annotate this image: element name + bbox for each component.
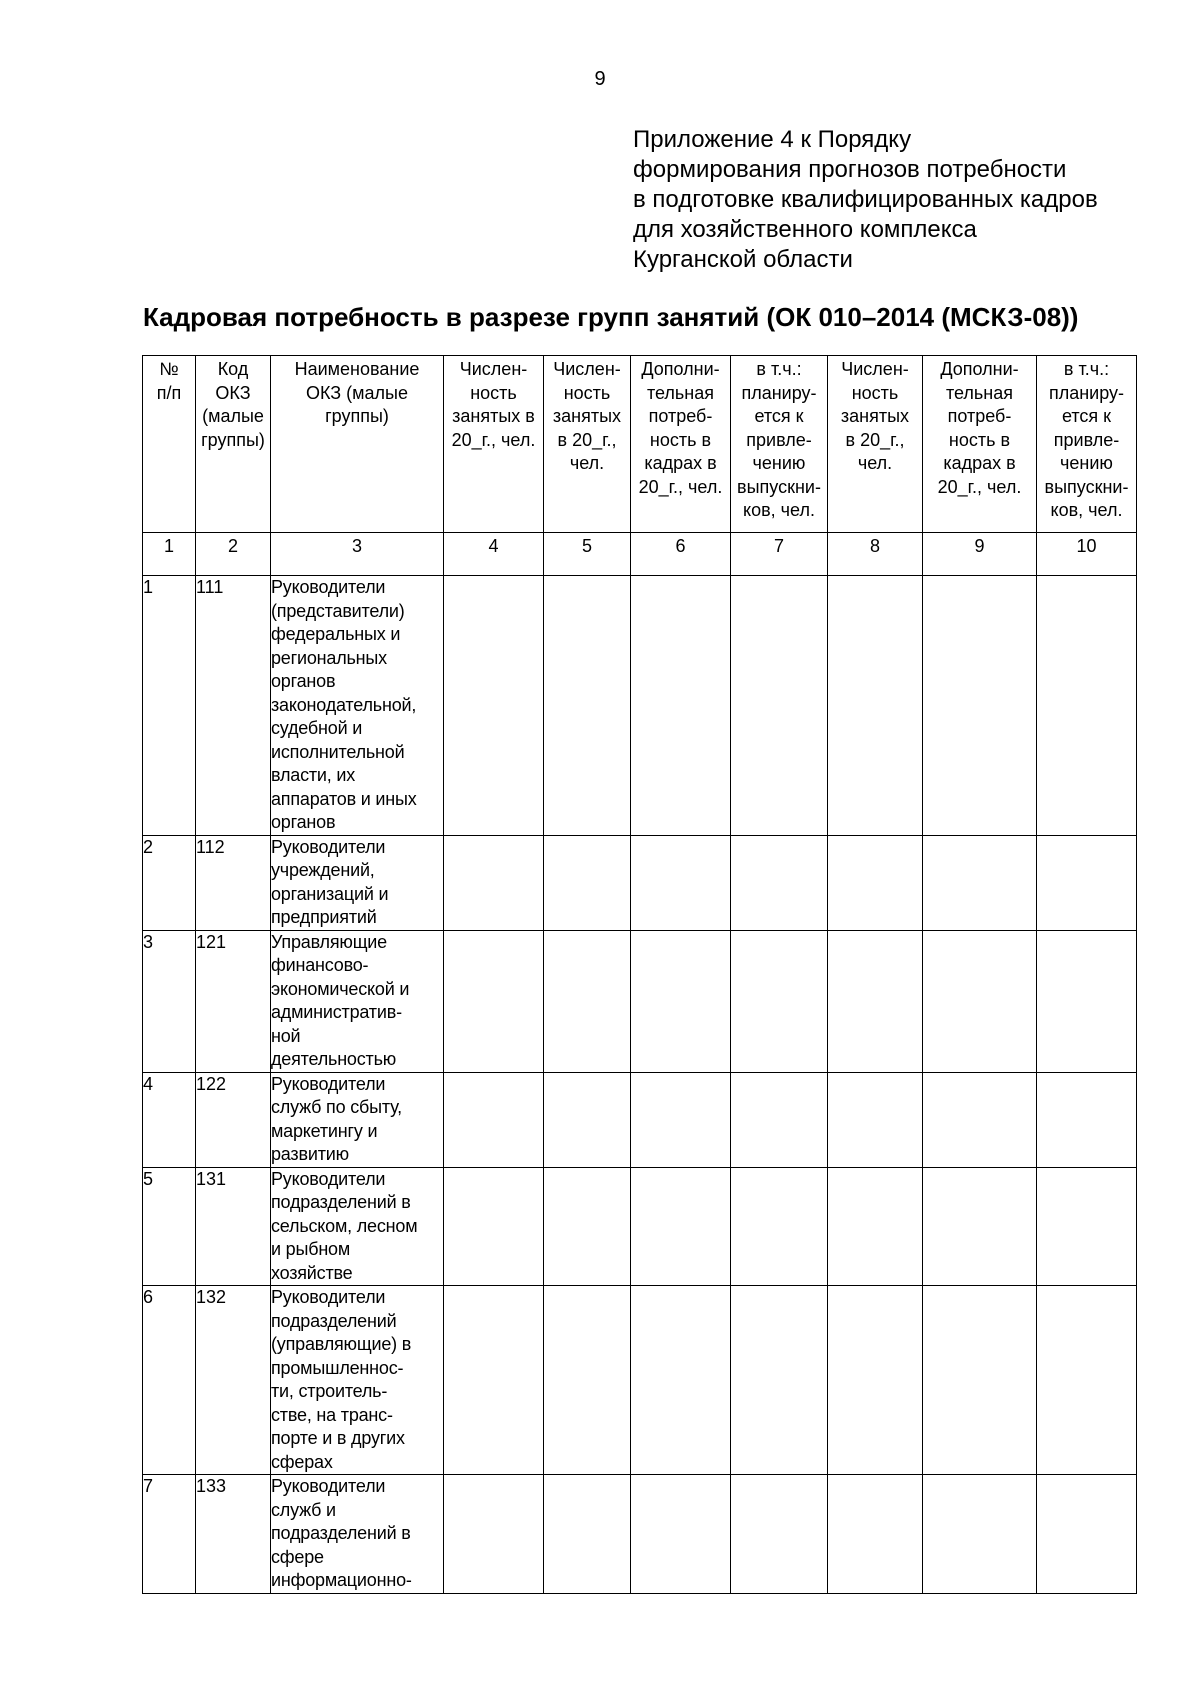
name-line: Руководители bbox=[271, 1287, 386, 1307]
empty-value-cell-col-10 bbox=[1037, 1475, 1137, 1594]
document-title: Кадровая потребность в разрезе групп занятий (ОК 010–2014 (МСКЗ-08)) bbox=[143, 302, 1079, 332]
empty-value-cell-col-8 bbox=[828, 1167, 923, 1286]
header-line: занятых в bbox=[452, 406, 535, 426]
empty-value-cell-col-9 bbox=[923, 1286, 1037, 1475]
name-line: (представители) bbox=[271, 600, 405, 621]
header-line: Числен- bbox=[553, 359, 621, 379]
header-line: 20_г., чел. bbox=[937, 476, 1022, 497]
row-number-cell: 5 bbox=[143, 1167, 196, 1286]
column-header-2 bbox=[196, 356, 271, 533]
okz-name-cell bbox=[271, 1475, 444, 1594]
header-line: ОКЗ (малые bbox=[306, 382, 408, 403]
name-line: ной bbox=[271, 1025, 301, 1046]
name-line: сферах bbox=[271, 1451, 333, 1472]
column-number-8: 8 bbox=[828, 533, 923, 576]
header-line: кадрах в bbox=[943, 453, 1016, 473]
name-line: маркетингу и bbox=[271, 1120, 378, 1141]
header-line: ность bbox=[563, 382, 611, 403]
empty-value-cell-col-4 bbox=[444, 1072, 544, 1167]
header-line: планиру- bbox=[741, 382, 817, 403]
header-line: Наименование bbox=[294, 359, 420, 379]
empty-value-cell-col-7 bbox=[731, 1072, 828, 1167]
header-line: выпускни- bbox=[1044, 476, 1129, 497]
page-number: 9 bbox=[594, 68, 606, 90]
empty-value-cell-col-10 bbox=[1037, 1072, 1137, 1167]
empty-value-cell-col-6 bbox=[631, 1475, 731, 1594]
empty-value-cell-col-10 bbox=[1037, 835, 1137, 930]
okz-code-cell: 112 bbox=[196, 835, 271, 930]
name-line: организаций и bbox=[271, 883, 389, 904]
empty-value-cell-col-7 bbox=[731, 930, 828, 1072]
header-line: ков, чел. bbox=[1050, 500, 1123, 520]
header-line: чению bbox=[752, 453, 806, 473]
name-line: Руководители bbox=[271, 1168, 386, 1189]
empty-value-cell-col-8 bbox=[828, 1475, 923, 1594]
empty-value-cell-col-6 bbox=[631, 576, 731, 836]
header-line: чению bbox=[1060, 453, 1113, 473]
empty-value-cell-col-10 bbox=[1037, 930, 1137, 1072]
empty-value-cell-col-9 bbox=[923, 1167, 1037, 1286]
okz-name-cell bbox=[271, 835, 444, 930]
empty-value-cell-col-4 bbox=[444, 1286, 544, 1475]
header-line: занятых bbox=[840, 406, 910, 426]
empty-value-cell-col-4 bbox=[444, 1475, 544, 1594]
empty-value-cell-col-7 bbox=[731, 835, 828, 930]
column-number-7: 7 bbox=[731, 533, 828, 576]
column-number-row bbox=[143, 533, 1137, 576]
header-line: планиру- bbox=[1048, 382, 1125, 403]
name-line: сельском, лесном bbox=[271, 1215, 418, 1236]
name-line: органов bbox=[271, 671, 336, 691]
header-line: Код bbox=[217, 359, 249, 379]
okz-code-cell: 132 bbox=[196, 1286, 271, 1475]
name-line: служб и bbox=[271, 1499, 336, 1520]
header-line: 20_г., чел. bbox=[638, 476, 723, 497]
header-line: занятых bbox=[552, 406, 622, 426]
header-line: привле- bbox=[746, 429, 812, 450]
column-header-6 bbox=[631, 356, 731, 533]
empty-value-cell-col-5 bbox=[544, 1167, 631, 1286]
empty-value-cell-col-10 bbox=[1037, 576, 1137, 836]
name-line: органов bbox=[271, 812, 336, 832]
appendix-line: в подготовке квалифицированных кадров bbox=[633, 186, 1098, 213]
header-line: группы) bbox=[201, 429, 265, 450]
header-line: ется к bbox=[754, 406, 804, 426]
empty-value-cell-col-4 bbox=[444, 930, 544, 1072]
header-line: ность bbox=[851, 382, 899, 403]
name-line: промышленнос- bbox=[271, 1357, 404, 1378]
header-line: в 20_г., bbox=[845, 429, 905, 450]
column-number-2: 2 bbox=[196, 533, 271, 576]
empty-value-cell-col-8 bbox=[828, 1072, 923, 1167]
header-line: ков, чел. bbox=[743, 500, 815, 520]
empty-value-cell-col-4 bbox=[444, 576, 544, 836]
okz-name-cell bbox=[271, 1286, 444, 1475]
name-line: Руководители bbox=[271, 1476, 386, 1496]
column-header-10 bbox=[1037, 356, 1137, 533]
empty-value-cell-col-7 bbox=[731, 576, 828, 836]
header-line: Дополни- bbox=[940, 359, 1019, 379]
header-line: группы) bbox=[325, 406, 389, 426]
column-number-9: 9 bbox=[923, 533, 1037, 576]
okz-code-cell: 122 bbox=[196, 1072, 271, 1167]
appendix-line: Курганской области bbox=[633, 246, 853, 273]
header-line: Дополни- bbox=[641, 359, 720, 379]
table-row bbox=[143, 930, 1137, 1072]
empty-value-cell-col-8 bbox=[828, 930, 923, 1072]
table-row bbox=[143, 835, 1137, 930]
empty-value-cell-col-10 bbox=[1037, 1167, 1137, 1286]
empty-value-cell-col-5 bbox=[544, 930, 631, 1072]
appendix-line: формирования прогнозов потребности bbox=[633, 156, 1067, 183]
header-line: чел. bbox=[569, 453, 605, 473]
column-header-3 bbox=[271, 356, 444, 533]
table-row bbox=[143, 576, 1137, 836]
empty-value-cell-col-9 bbox=[923, 576, 1037, 836]
name-line: региональных bbox=[271, 647, 387, 668]
header-line: в т.ч.: bbox=[756, 359, 802, 379]
okz-name-cell bbox=[271, 1167, 444, 1286]
empty-value-cell-col-7 bbox=[731, 1475, 828, 1594]
column-number-10: 10 bbox=[1037, 533, 1137, 576]
header-line: потреб- bbox=[648, 406, 713, 426]
name-line: ти, строитель- bbox=[271, 1381, 388, 1401]
name-line: сфере bbox=[271, 1546, 324, 1567]
empty-value-cell-col-9 bbox=[923, 1475, 1037, 1594]
name-line: подразделений в bbox=[271, 1192, 411, 1212]
empty-value-cell-col-6 bbox=[631, 1072, 731, 1167]
header-line: чел. bbox=[857, 453, 893, 473]
header-line: 20_г., чел. bbox=[451, 429, 536, 450]
name-line: служб по сбыту, bbox=[271, 1097, 402, 1117]
row-number-cell: 1 bbox=[143, 576, 196, 836]
header-line: тельная bbox=[945, 382, 1014, 403]
empty-value-cell-col-6 bbox=[631, 930, 731, 1072]
okz-name-cell bbox=[271, 930, 444, 1072]
empty-value-cell-col-6 bbox=[631, 1167, 731, 1286]
column-number-4: 4 bbox=[444, 533, 544, 576]
column-number-5: 5 bbox=[544, 533, 631, 576]
table-row bbox=[143, 1286, 1137, 1475]
empty-value-cell-col-4 bbox=[444, 835, 544, 930]
name-line: подразделений в bbox=[271, 1523, 411, 1543]
header-line: выпускни- bbox=[737, 476, 821, 497]
empty-value-cell-col-8 bbox=[828, 1286, 923, 1475]
name-line: деятельностью bbox=[271, 1049, 397, 1069]
header-line: ность bbox=[470, 382, 517, 403]
empty-value-cell-col-6 bbox=[631, 1286, 731, 1475]
column-number-3: 3 bbox=[271, 533, 444, 576]
column-header-5 bbox=[544, 356, 631, 533]
appendix-line: Приложение 4 к Порядку bbox=[633, 126, 912, 153]
appendix-line: для хозяйственного комплекса bbox=[633, 216, 977, 243]
name-line: судебной и bbox=[271, 718, 363, 738]
name-line: информационно- bbox=[271, 1570, 412, 1590]
header-line: ность в bbox=[948, 429, 1011, 450]
empty-value-cell-col-9 bbox=[923, 1072, 1037, 1167]
name-line: развитию bbox=[271, 1144, 349, 1164]
name-line: исполнительной bbox=[271, 741, 405, 762]
header-line: привле- bbox=[1053, 429, 1120, 450]
header-line: (малые bbox=[202, 406, 264, 426]
name-line: экономической и bbox=[271, 978, 410, 999]
header-line: тельная bbox=[646, 382, 715, 403]
name-line: власти, их bbox=[271, 765, 356, 785]
header-line: ется к bbox=[1061, 406, 1112, 426]
empty-value-cell-col-8 bbox=[828, 835, 923, 930]
column-header-9 bbox=[923, 356, 1037, 533]
name-line: аппаратов и иных bbox=[271, 788, 417, 809]
name-line: Управляющие bbox=[271, 931, 387, 952]
header-line: № bbox=[159, 359, 179, 379]
empty-value-cell-col-9 bbox=[923, 930, 1037, 1072]
header-line: в 20_г., bbox=[557, 429, 617, 450]
column-number-6: 6 bbox=[631, 533, 731, 576]
name-line: административ- bbox=[271, 1002, 402, 1022]
empty-value-cell-col-4 bbox=[444, 1167, 544, 1286]
okz-name-cell bbox=[271, 1072, 444, 1167]
name-line: (управляющие) в bbox=[271, 1334, 412, 1354]
okz-name-cell bbox=[271, 576, 444, 836]
row-number-cell: 4 bbox=[143, 1072, 196, 1167]
empty-value-cell-col-5 bbox=[544, 835, 631, 930]
name-line: стве, на транс- bbox=[271, 1404, 393, 1425]
okz-code-cell: 111 bbox=[196, 576, 271, 836]
staffing-needs-table bbox=[142, 355, 1137, 1594]
name-line: федеральных и bbox=[271, 624, 401, 644]
header-line: ность в bbox=[649, 429, 712, 450]
okz-code-cell: 131 bbox=[196, 1167, 271, 1286]
empty-value-cell-col-8 bbox=[828, 576, 923, 836]
appendix-reference bbox=[633, 125, 1098, 275]
name-line: законодательной, bbox=[271, 694, 417, 715]
header-line: п/п bbox=[156, 382, 182, 403]
name-line: Руководители bbox=[271, 1073, 386, 1094]
row-number-cell: 6 bbox=[143, 1286, 196, 1475]
header-line: потреб- bbox=[947, 406, 1012, 426]
table-row bbox=[143, 1167, 1137, 1286]
name-line: и рыбном bbox=[271, 1239, 351, 1259]
header-line: Числен- bbox=[841, 359, 909, 379]
name-line: предприятий bbox=[271, 907, 377, 927]
row-number-cell: 2 bbox=[143, 835, 196, 930]
column-header-8 bbox=[828, 356, 923, 533]
name-line: учреждений, bbox=[271, 860, 375, 880]
empty-value-cell-col-7 bbox=[731, 1167, 828, 1286]
table-header-row bbox=[143, 356, 1137, 533]
empty-value-cell-col-7 bbox=[731, 1286, 828, 1475]
name-line: Руководители bbox=[271, 836, 386, 857]
row-number-cell: 7 bbox=[143, 1475, 196, 1594]
empty-value-cell-col-5 bbox=[544, 1475, 631, 1594]
table-row bbox=[143, 1475, 1137, 1594]
empty-value-cell-col-5 bbox=[544, 1286, 631, 1475]
table-row bbox=[143, 1072, 1137, 1167]
column-header-4 bbox=[444, 356, 544, 533]
okz-code-cell: 133 bbox=[196, 1475, 271, 1594]
column-header-1 bbox=[143, 356, 196, 533]
header-line: в т.ч.: bbox=[1063, 359, 1110, 379]
column-header-7 bbox=[731, 356, 828, 533]
row-number-cell: 3 bbox=[143, 930, 196, 1072]
column-number-1: 1 bbox=[143, 533, 196, 576]
header-line: ОКЗ bbox=[215, 382, 251, 403]
name-line: Руководители bbox=[271, 577, 386, 597]
header-line: Числен- bbox=[459, 359, 528, 379]
header-line: кадрах в bbox=[644, 453, 717, 473]
okz-code-cell: 121 bbox=[196, 930, 271, 1072]
name-line: порте и в других bbox=[271, 1428, 405, 1448]
name-line: подразделений bbox=[271, 1310, 397, 1331]
empty-value-cell-col-5 bbox=[544, 1072, 631, 1167]
name-line: хозяйстве bbox=[271, 1262, 353, 1283]
empty-value-cell-col-9 bbox=[923, 835, 1037, 930]
empty-value-cell-col-6 bbox=[631, 835, 731, 930]
empty-value-cell-col-5 bbox=[544, 576, 631, 836]
name-line: финансово- bbox=[271, 955, 369, 975]
empty-value-cell-col-10 bbox=[1037, 1286, 1137, 1475]
